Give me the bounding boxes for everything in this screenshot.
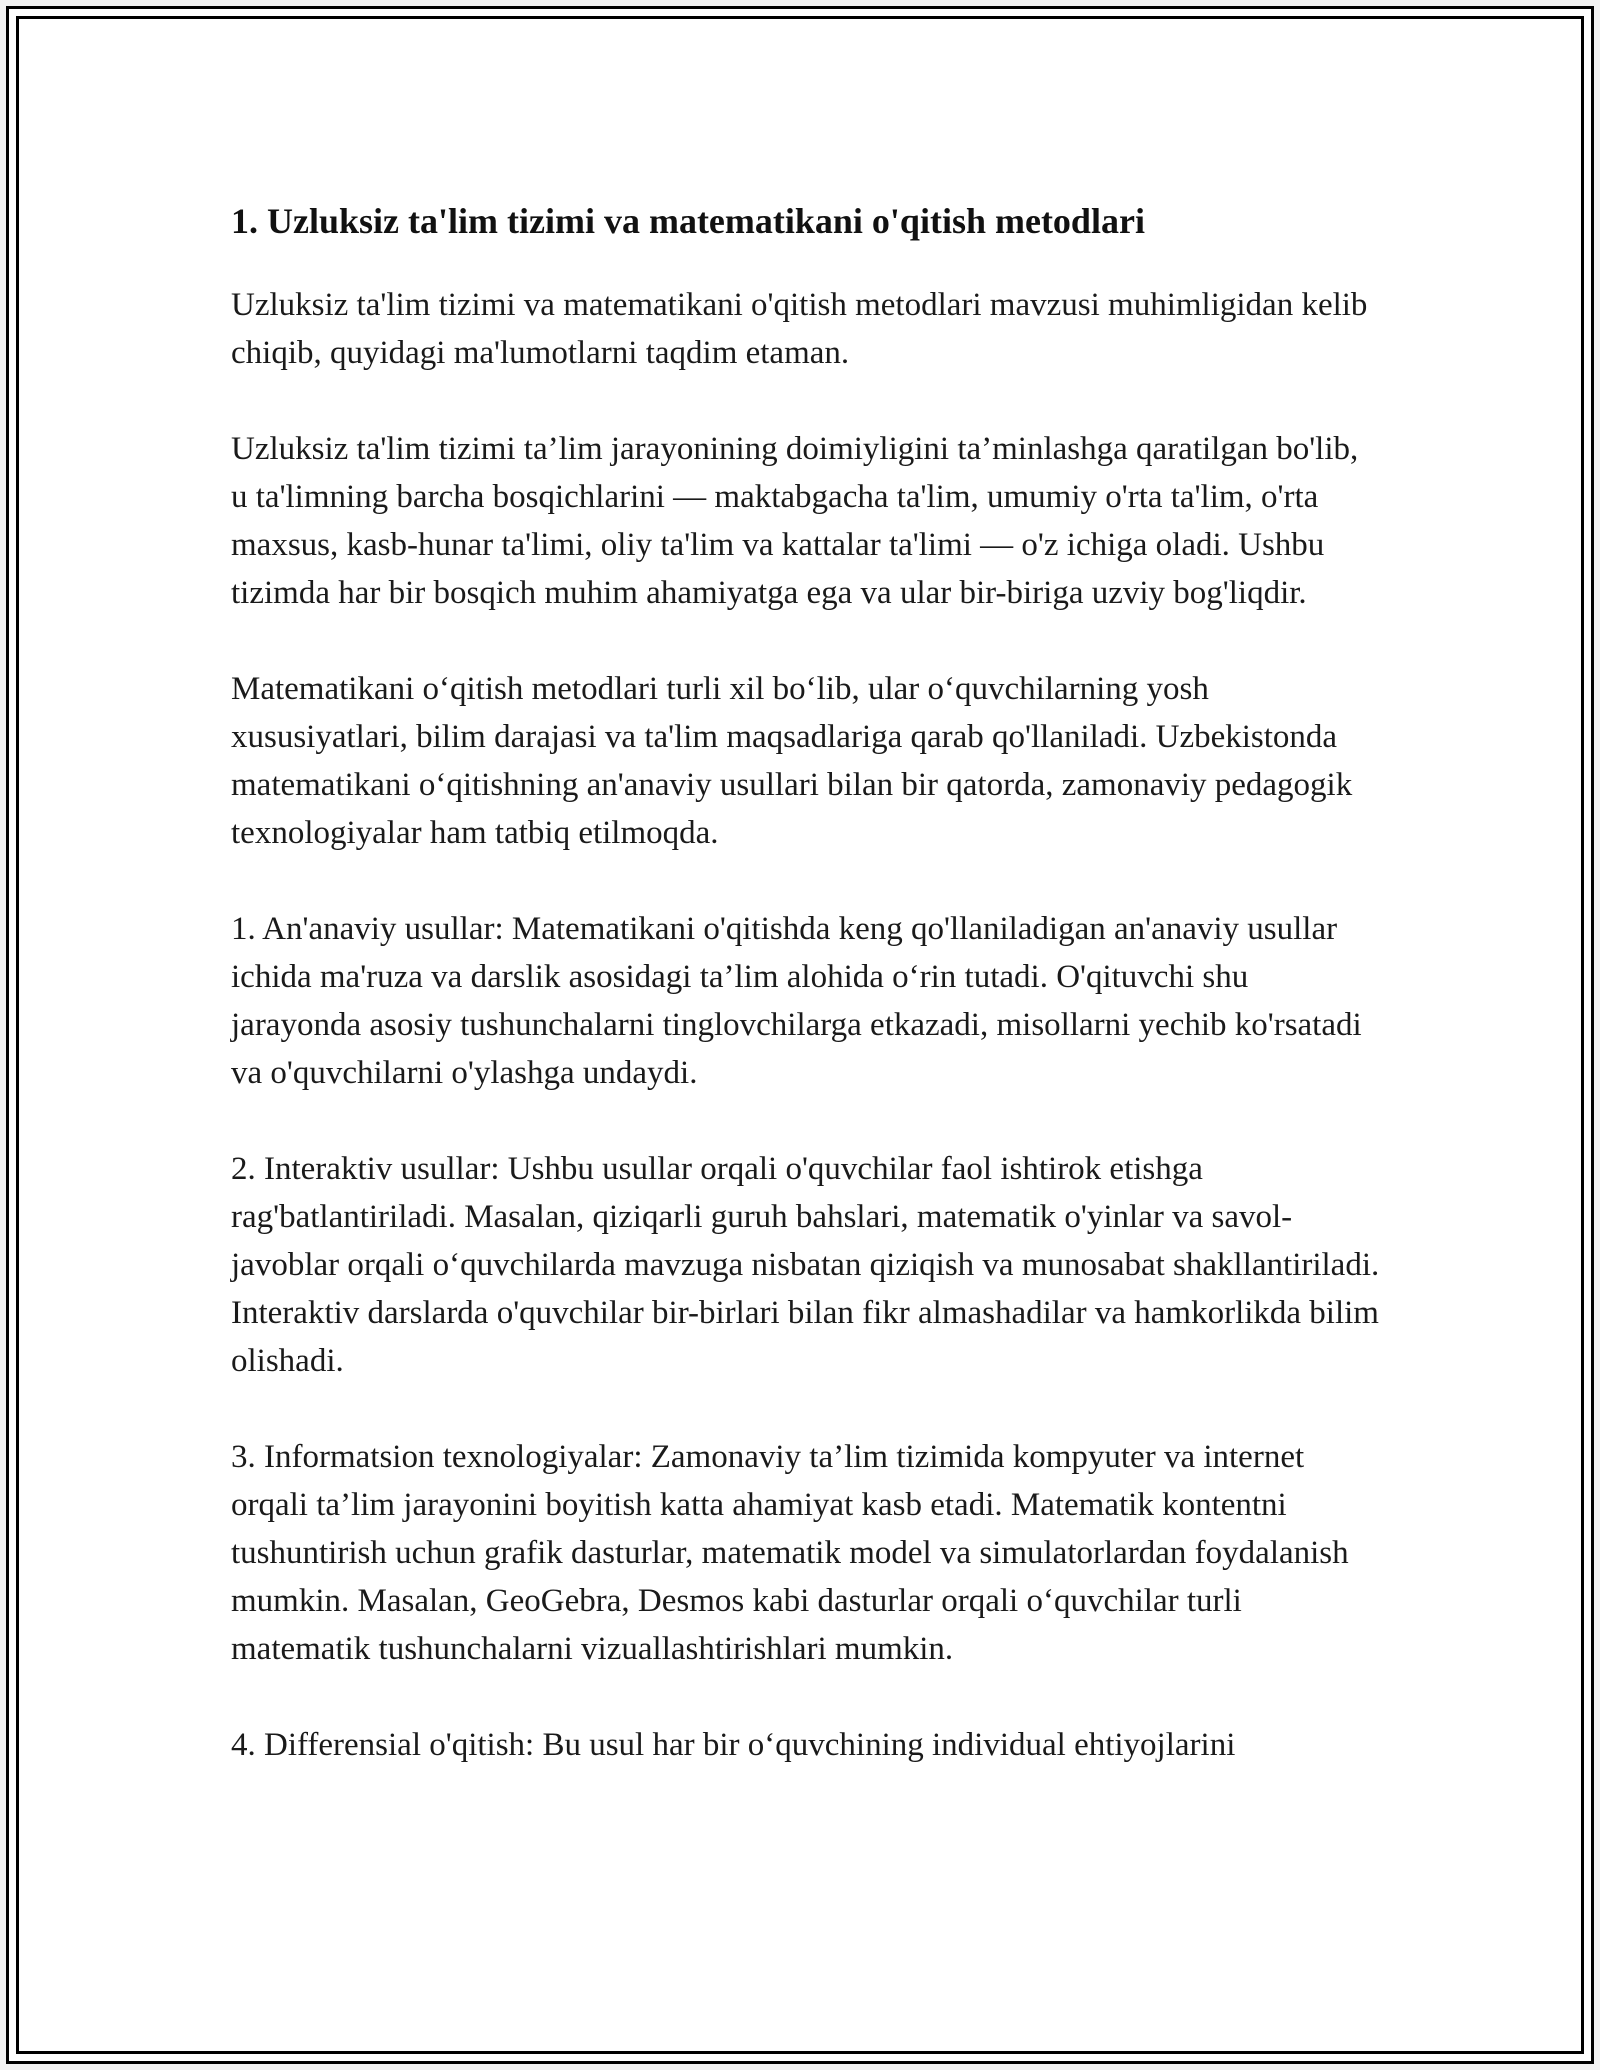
page-frame [6,6,1594,2064]
paragraph-traditional-methods: 1. An'anaviy usullar: Matematikani o'qitishda keng qo'llaniladigan an'anaviy usullar ichida ma'ruza va darslik asosidagi ta’lim alohida o‘rin tutadi. O'qituvchi shu jarayonda asosiy tushunchalarni tinglovchilarga etkazadi, misollarni yechib ko'rsatadi va o'quvchilarni o'ylashga undaydi. [231,911,1362,1091]
paragraph-information-technologies: 3. Informatsion texnologiyalar: Zamonaviy ta’lim tizimida kompyuter va internet orqali ta’lim jarayonini boyitish katta ahamiyat kasb etadi. Matematik kontentni tushuntirish uchun grafik dasturlar, matematik model va simulatorlardan foydalanish mumkin. Masalan, GeoGebra, Desmos kabi dasturlar orqali o‘quvchilar turli matematik tushunchalarni vizuallashtirishlari mumkin. [231,1439,1349,1667]
paragraph-interactive-methods: 2. Interaktiv usullar: Ushbu usullar orqali o'quvchilar faol ishtirok etishga rag'batlantiriladi. Masalan, qiziqarli guruh bahslari, matematik o'yinlar va savol-javoblar orqali o‘quvchilarda mavzuga nisbatan qiziqish va munosabat shakllantiriladi. Interaktiv darslarda o'quvchilar bir-birlari bilan fikr almashadilar va hamkorlikda bilim olishadi. [231,1151,1380,1379]
document-body [231,189,1381,1817]
paragraph-differential-teaching: 4. Differensial o'qitish: Bu usul har bir o‘quvchining individual ehtiyojlarini [231,1727,1236,1763]
paragraph-teaching-methods: Matematikani o‘qitish metodlari turli xil bo‘lib, ular o‘quvchilarning yosh xususiyatlari, bilim darajasi va ta'lim maqsadlariga qarab qo'llaniladi. Uzbekistonda matematikani o‘qitishning an'anaviy usullari bilan bir qatorda, zamonaviy pedagogik texnologiyalar ham tatbiq etilmoqda. [231,671,1353,851]
document-title: 1. Uzluksiz ta'lim tizimi va matematikani o'qitish metodlari [231,201,1145,241]
paragraph-intro: Uzluksiz ta'lim tizimi va matematikani o'qitish metodlari mavzusi muhimligidan kelib chiqib, quyidagi ma'lumotlarni taqdim etaman. [231,287,1368,371]
paragraph-continuous-education: Uzluksiz ta'lim tizimi ta’lim jarayonining doimiyligini ta’minlashga qaratilgan bo'lib, u ta'limning barcha bosqichlarini — maktabgacha ta'lim, umumiy o'rta ta'lim, o'rta maxsus, kasb-hunar ta'limi, oliy ta'lim va kattalar ta'limi — o'z ichiga oladi. Ushbu tizimda har bir bosqich muhim ahamiyatga ega va ular bir-biriga uzviy bog'liqdir. [231,431,1359,611]
